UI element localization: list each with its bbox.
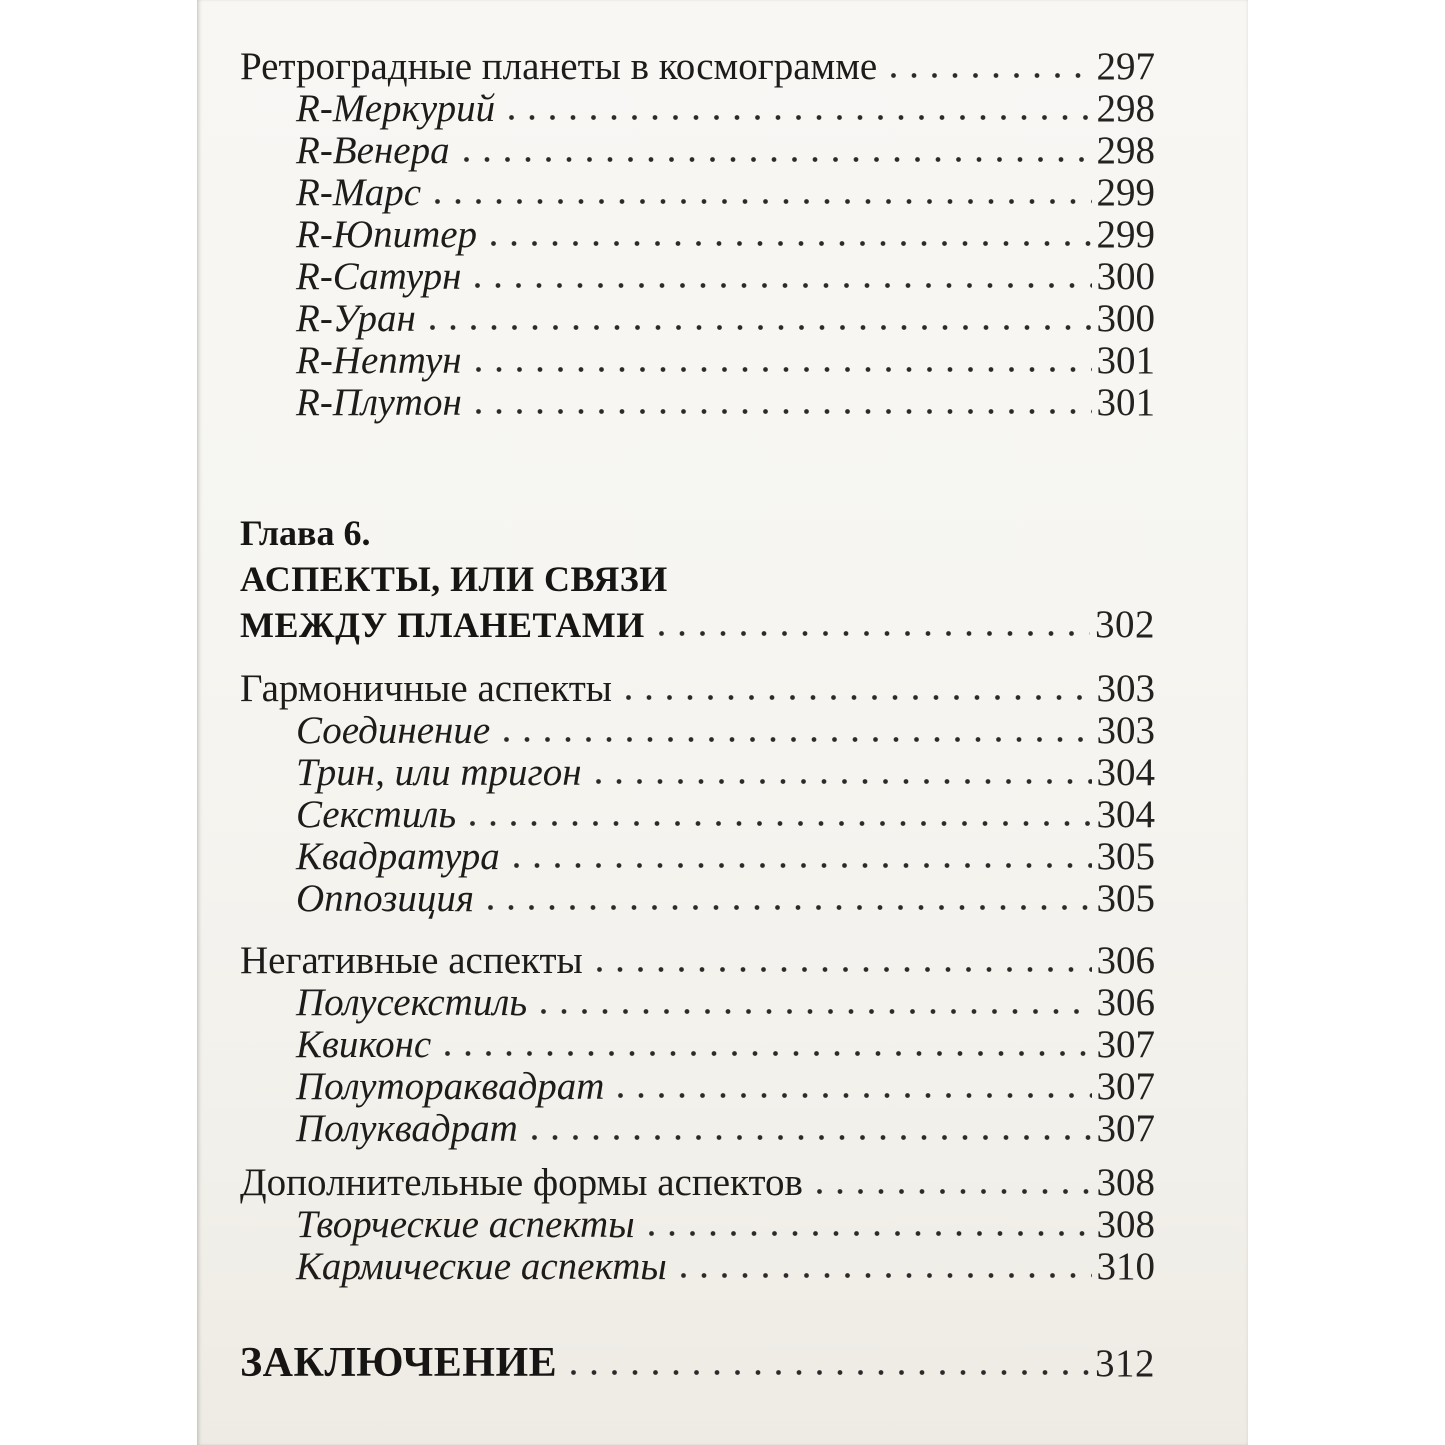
- dot-leader: [508, 114, 1091, 121]
- toc-entry-page-number: 308: [1096, 1203, 1155, 1246]
- toc-entry: [240, 88, 1155, 130]
- toc-entry-label: Полусекстиль: [296, 981, 528, 1024]
- toc-entry-label: Дополнительные формы аспектов: [240, 1161, 803, 1204]
- toc-entry-label: R-Венера: [296, 129, 450, 172]
- toc-entry-label: Творческие аспекты: [296, 1203, 635, 1246]
- toc-entry: [240, 836, 1155, 878]
- table-of-contents: [240, 46, 1155, 1388]
- toc-entry: [240, 46, 1155, 88]
- toc-entry: [240, 878, 1155, 920]
- toc-entry: [240, 298, 1155, 340]
- toc-entry-label: R-Меркурий: [296, 87, 496, 130]
- dot-leader: [648, 1230, 1092, 1237]
- toc-entry-label: Полуквадрат: [296, 1107, 518, 1150]
- dot-leader: [444, 1050, 1091, 1057]
- toc-entry: [240, 1338, 1155, 1388]
- book-page: [197, 0, 1248, 1445]
- toc-entry: [240, 172, 1155, 214]
- toc-entry-label: Секстиль: [296, 793, 457, 836]
- toc-entry-page-number: 305: [1096, 877, 1155, 920]
- toc-entry: [240, 668, 1155, 710]
- dot-leader: [487, 904, 1092, 911]
- toc-entry-label: R-Марс: [296, 171, 422, 214]
- dot-leader: [890, 72, 1091, 79]
- toc-entry-label: Глава 6.: [240, 513, 371, 553]
- dot-leader: [596, 966, 1092, 973]
- toc-entry-page-number: 299: [1096, 213, 1155, 256]
- toc-entry-page-number: 308: [1096, 1161, 1155, 1204]
- dot-leader: [680, 1272, 1092, 1279]
- dot-leader: [490, 240, 1091, 247]
- toc-entry-page-number: 301: [1096, 381, 1155, 424]
- toc-entry-label: Гармоничные аспекты: [240, 667, 612, 710]
- dot-leader: [474, 282, 1091, 289]
- toc-entry-page-number: 299: [1096, 171, 1155, 214]
- toc-entry-label: R-Юпитер: [296, 213, 478, 256]
- toc-entry-page-number: 312: [1095, 1342, 1155, 1385]
- toc-entry-page-number: 306: [1096, 981, 1155, 1024]
- toc-entry-page-number: 304: [1096, 793, 1155, 836]
- toc-entry: [240, 1204, 1155, 1246]
- toc-entry-label: Ретроградные планеты в космограмме: [240, 45, 878, 88]
- toc-entry-page-number: 304: [1096, 751, 1155, 794]
- toc-entry: [240, 382, 1155, 424]
- toc-entry-label: R-Уран: [296, 297, 416, 340]
- dot-leader: [570, 1369, 1090, 1376]
- toc-entry-page-number: 300: [1096, 297, 1155, 340]
- toc-entry-page-number: 306: [1096, 939, 1155, 982]
- toc-entry: [240, 510, 1155, 556]
- toc-entry-page-number: 297: [1096, 45, 1155, 88]
- toc-entry: [240, 1162, 1155, 1204]
- dot-leader: [469, 820, 1091, 827]
- toc-entry: [240, 602, 1155, 648]
- toc-entry-page-number: 307: [1096, 1107, 1155, 1150]
- toc-entry: [240, 794, 1155, 836]
- toc-entry-label: Полутораквадрат: [296, 1065, 605, 1108]
- dot-leader: [513, 862, 1092, 869]
- toc-entry-label: Квиконс: [296, 1023, 432, 1066]
- dot-leader: [434, 198, 1091, 205]
- dot-leader: [531, 1134, 1092, 1141]
- toc-entry: [240, 556, 1155, 602]
- toc-entry-page-number: 301: [1096, 339, 1155, 382]
- dot-leader: [617, 1092, 1091, 1099]
- dot-leader: [540, 1008, 1091, 1015]
- toc-entry-page-number: 303: [1096, 709, 1155, 752]
- toc-entry: [240, 710, 1155, 752]
- toc-entry-label: R-Нептун: [296, 339, 462, 382]
- dot-leader: [429, 324, 1092, 331]
- dot-leader: [625, 694, 1092, 701]
- toc-entry-label: МЕЖДУ ПЛАНЕТАМИ: [240, 605, 645, 645]
- toc-entry-page-number: 300: [1096, 255, 1155, 298]
- toc-entry-label: R-Сатурн: [296, 255, 462, 298]
- dot-leader: [475, 366, 1092, 373]
- toc-entry-label: Негативные аспекты: [240, 939, 583, 982]
- toc-entry-page-number: 302: [1095, 603, 1155, 646]
- toc-entry: [240, 752, 1155, 794]
- toc-entry: [240, 1246, 1155, 1288]
- toc-entry-page-number: 307: [1096, 1065, 1155, 1108]
- toc-entry-label: Трин, или тригон: [296, 751, 582, 794]
- toc-entry-label: R-Плутон: [296, 381, 462, 424]
- dot-leader: [595, 778, 1092, 785]
- toc-entry: [240, 982, 1155, 1024]
- toc-entry: [240, 256, 1155, 298]
- toc-entry: [240, 1066, 1155, 1108]
- toc-entry: [240, 1108, 1155, 1150]
- toc-entry: [240, 214, 1155, 256]
- toc-entry-page-number: 307: [1096, 1023, 1155, 1066]
- toc-entry-label: АСПЕКТЫ, ИЛИ СВЯЗИ: [240, 559, 668, 599]
- dot-leader: [463, 156, 1092, 163]
- toc-entry: [240, 130, 1155, 172]
- toc-entry-page-number: 310: [1096, 1245, 1155, 1288]
- dot-leader: [475, 408, 1092, 415]
- toc-entry-label: ЗАКЛЮЧЕНИЕ: [240, 1340, 558, 1386]
- toc-entry: [240, 1024, 1155, 1066]
- toc-entry-page-number: 305: [1096, 835, 1155, 878]
- toc-entry-label: Соединение: [296, 709, 491, 752]
- dot-leader: [816, 1188, 1092, 1195]
- toc-entry: [240, 340, 1155, 382]
- dot-leader: [503, 736, 1091, 743]
- dot-leader: [658, 630, 1090, 637]
- toc-entry-label: Квадратура: [296, 835, 500, 878]
- toc-entry-label: Оппозиция: [296, 877, 474, 920]
- toc-entry-page-number: 298: [1096, 129, 1155, 172]
- toc-entry-page-number: 303: [1096, 667, 1155, 710]
- toc-entry: [240, 940, 1155, 982]
- toc-entry-page-number: 298: [1096, 87, 1155, 130]
- toc-entry-label: Кармические аспекты: [296, 1245, 667, 1288]
